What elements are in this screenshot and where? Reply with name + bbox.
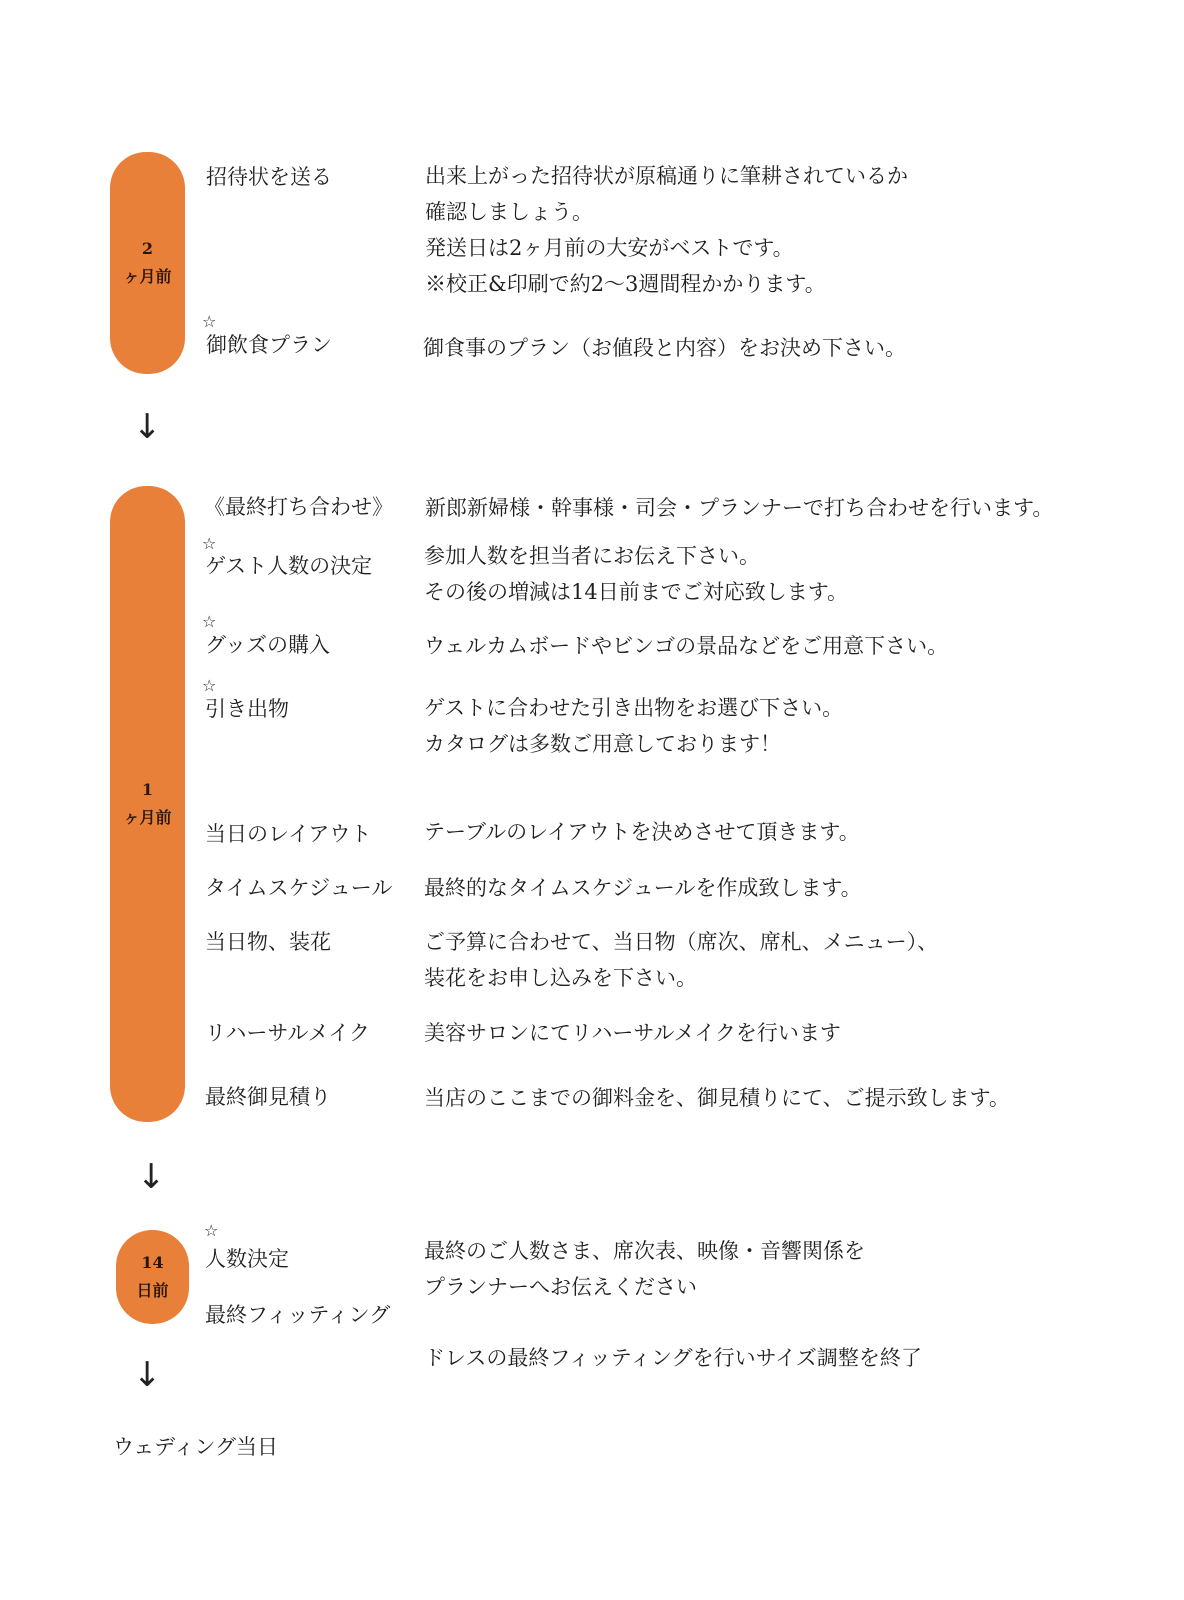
item-label: 《最終打ち合わせ》 [204,495,393,519]
item-label: 人数決定 [205,1247,289,1271]
item-description [424,1233,865,1305]
stage-number: 14 [141,1253,164,1272]
item-label: 御飲食プラン [206,333,332,357]
stage-number: 1 [141,780,154,799]
stage-unit: ヶ月前 [123,808,172,827]
stage-badge-2-months [110,152,185,374]
desc-line: カタログは多数ご用意しております！ [424,732,781,756]
desc-line: ご予算に合わせて、当日物（席次、席札、メニュー）、 [424,930,939,954]
stage-number: 2 [141,239,154,258]
desc-line: 新郎新婦様・幹事様・司会・プランナーで打ち合わせを行います。 [425,496,1054,520]
down-arrow-icon: ↓ [133,407,162,447]
item-description [424,814,860,850]
desc-line: ウェルカムボードやビンゴの景品などをご用意下さい。 [424,634,949,658]
desc-line: ゲストに合わせた引き出物をお選び下さい。 [424,696,844,720]
item-label: 引き出物 [205,697,289,721]
star-icon: ☆ [202,612,217,631]
item-description [423,330,906,366]
desc-line: テーブルのレイアウトを決めさせて頂きます。 [424,820,860,844]
item-description [424,690,843,762]
desc-line: 美容サロンにてリハーサルメイクを行います [424,1021,841,1045]
desc-line: 出来上がった招待状が原稿通りに筆耕されているか [425,164,908,188]
item-description [424,1080,1010,1116]
desc-line: プランナーへお伝えください [424,1275,697,1299]
item-label: 最終フィッティング [205,1303,391,1327]
desc-line: 参加人数を担当者にお伝え下さい。 [424,544,760,568]
down-arrow-icon: ↓ [133,1355,162,1395]
stage-unit: ヶ月前 [123,267,172,286]
wedding-day-label: ウェディング当日 [113,1435,279,1459]
down-arrow-icon: ↓ [137,1157,166,1197]
desc-line: ドレスの最終フィッティングを行いサイズ調整を終了 [424,1346,922,1370]
stage-badge-1-month [110,486,185,1122]
stage-badge-14-days [116,1230,189,1324]
desc-line: 御食事のプラン（お値段と内容）をお決め下さい。 [423,336,906,360]
desc-line: その後の増減は14日前までご対応致します。 [424,580,849,604]
desc-line: 当店のここまでの御料金を、御見積りにて、ご提示致します。 [424,1086,1010,1110]
item-label: 最終御見積り [205,1085,331,1109]
item-description [424,870,862,906]
item-description [424,924,938,996]
desc-line: ※校正&印刷で約2〜3週間程かかります。 [425,272,826,296]
item-description [424,538,848,610]
desc-line: 発送日は2ヶ月前の大安がベストです。 [425,236,794,260]
item-description [424,628,948,664]
star-icon: ☆ [202,534,217,553]
star-icon: ☆ [202,676,217,695]
stage-unit: 日前 [136,1281,169,1300]
star-icon: ☆ [204,1221,219,1240]
desc-line: 最終的なタイムスケジュールを作成致します。 [424,876,862,900]
desc-line: 最終のご人数さま、席次表、映像・音響関係を [424,1239,865,1263]
item-label: 招待状を送る [206,165,332,189]
item-label: タイムスケジュール [205,876,393,900]
item-description [425,158,908,302]
star-icon: ☆ [202,312,217,331]
item-label: グッズの購入 [205,633,330,657]
item-description [424,1015,841,1051]
item-description [424,1340,922,1376]
item-description [425,490,1053,526]
item-label: 当日物、装花 [205,930,331,954]
item-label: ゲスト人数の決定 [205,554,373,578]
item-label: リハーサルメイク [205,1021,370,1045]
item-label: 当日のレイアウト [205,822,372,846]
desc-line: 確認しましょう。 [425,200,593,224]
desc-line: 装花をお申し込みを下さい。 [424,966,697,990]
